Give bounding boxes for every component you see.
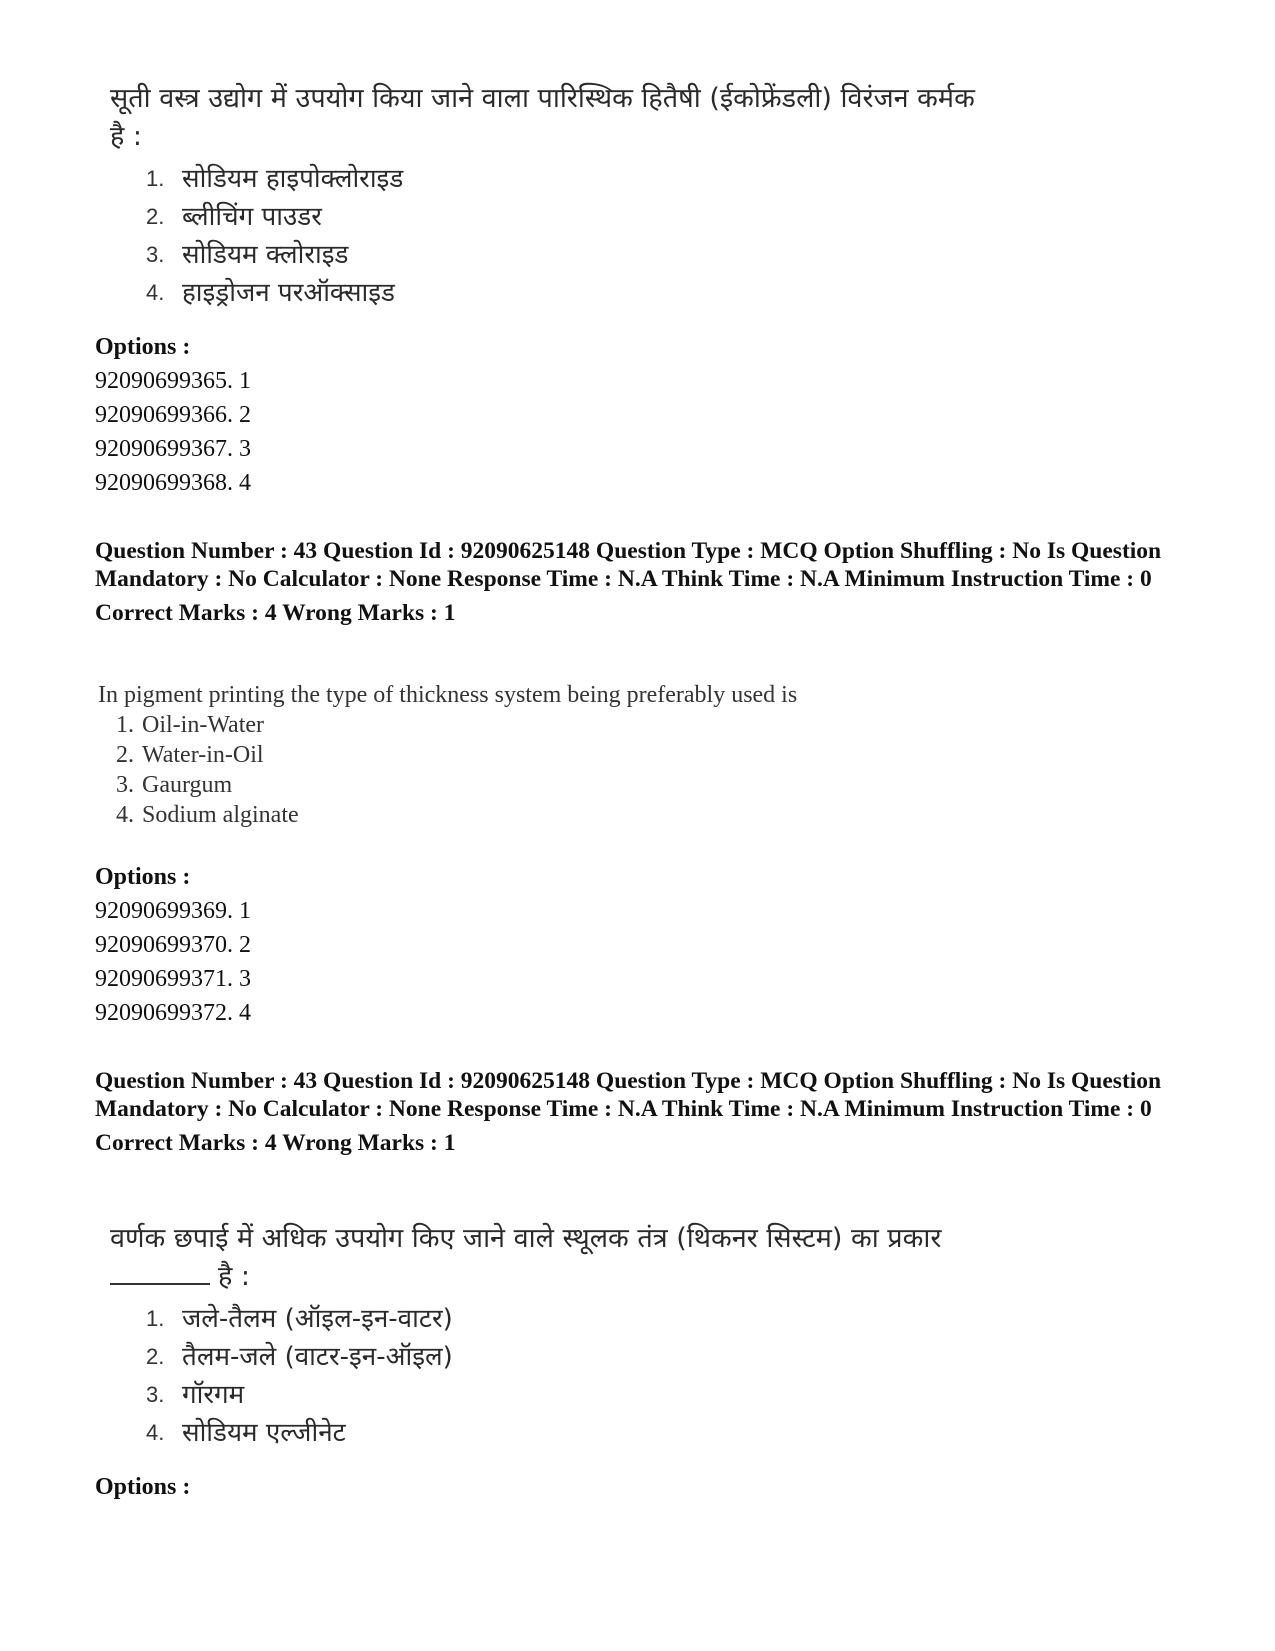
answer-list: [146, 160, 1110, 312]
item-text: सोडियम एल्जीनेट: [182, 1418, 346, 1448]
list-item: [146, 1338, 1110, 1376]
item-number: 4.: [116, 802, 134, 828]
answer-list: [146, 1300, 1110, 1452]
option-line: 92090699366. 2: [95, 402, 251, 428]
item-number: 1.: [116, 712, 134, 738]
list-item: [146, 1376, 1110, 1414]
hindi-question-block: [110, 80, 1110, 312]
question-text-line1: वर्णक छपाई में अधिक उपयोग किए जाने वाले स्थूलक तंत्र (थिकनर सिस्टम) का प्रकार: [110, 1223, 942, 1254]
question-text: In pigment printing the type of thickness system being preferably used is: [98, 682, 798, 708]
question-text-line2: है :: [218, 1261, 251, 1292]
item-number: 2.: [146, 1344, 165, 1369]
options-title: Options :: [95, 864, 191, 890]
option-line: 92090699370. 2: [95, 932, 251, 958]
option-line: 92090699372. 4: [95, 1000, 251, 1026]
option-line: 92090699368. 4: [95, 470, 251, 496]
item-text: गॉरगम: [182, 1380, 245, 1410]
options-title: Options :: [95, 1474, 191, 1500]
item-number: 3.: [146, 1382, 165, 1407]
list-item: [98, 710, 998, 740]
list-item: [98, 740, 998, 770]
english-question-block: [98, 680, 998, 830]
item-text: Water-in-Oil: [142, 742, 264, 768]
question-meta: [95, 1067, 1195, 1157]
option-line: 92090699369. 1: [95, 898, 251, 924]
answer-blank: [110, 1263, 210, 1285]
option-line: 92090699367. 3: [95, 436, 251, 462]
option-line: 92090699365. 1: [95, 368, 251, 394]
item-text: हाइड्रोजन परऑक्साइड: [182, 278, 395, 308]
question-text-line2: है :: [110, 121, 143, 152]
item-text: Gaurgum: [142, 772, 233, 798]
question-marks: Correct Marks : 4 Wrong Marks : 1: [95, 600, 456, 626]
question-text-line2-wrap: [110, 1258, 1110, 1296]
option-line: 92090699371. 3: [95, 966, 251, 992]
question-text-line1: सूती वस्त्र उद्योग में उपयोग किया जाने वाला पारिस्थिक हितैषी (ईकोफ्रेंडली) विरंजन कर्मक: [110, 83, 975, 114]
item-number: 3.: [116, 772, 134, 798]
list-item: [146, 1300, 1110, 1338]
item-text: सोडियम हाइपोक्लोराइड: [182, 164, 404, 194]
item-text: जले-तैलम (ऑइल-इन-वाटर): [182, 1304, 453, 1334]
list-item: [146, 160, 1110, 198]
item-number: 1.: [146, 1306, 165, 1331]
item-text: Sodium alginate: [142, 802, 299, 828]
item-text: Oil-in-Water: [142, 712, 265, 738]
list-item: [146, 198, 1110, 236]
list-item: [146, 1414, 1110, 1452]
list-item: [146, 236, 1110, 274]
item-text: ब्लीचिंग पाउडर: [182, 202, 322, 232]
question-meta-text: Question Number : 43 Question Id : 92090625148 Question Type : MCQ Option Shuffling : No Is Question Mandatory : No Calculator : None Response Time : N.A Think Time : N.A Minimum Instruction Time : 0: [95, 538, 1162, 592]
item-number: 2.: [116, 742, 134, 768]
list-item: [98, 770, 998, 800]
options-block: [95, 330, 251, 500]
question-meta: [95, 537, 1195, 627]
item-number: 2.: [146, 204, 165, 229]
answer-list: [98, 710, 998, 830]
options-block: [95, 860, 251, 1030]
item-number: 3.: [146, 242, 165, 267]
list-item: [98, 800, 998, 830]
item-number: 4.: [146, 1420, 165, 1445]
list-item: [146, 274, 1110, 312]
item-number: 1.: [146, 166, 165, 191]
hindi-question-block: [110, 1220, 1110, 1452]
options-title: Options :: [95, 334, 191, 360]
options-block: [95, 1470, 190, 1504]
item-number: 4.: [146, 280, 165, 305]
question-marks: Correct Marks : 4 Wrong Marks : 1: [95, 1130, 456, 1156]
item-text: सोडियम क्लोराइड: [182, 240, 349, 270]
item-text: तैलम-जले (वाटर-इन-ऑइल): [182, 1342, 453, 1372]
question-meta-text: Question Number : 43 Question Id : 92090625148 Question Type : MCQ Option Shuffling : No Is Question Mandatory : No Calculator : None Response Time : N.A Think Time : N.A Minimum Instruction Time : 0: [95, 1068, 1162, 1122]
